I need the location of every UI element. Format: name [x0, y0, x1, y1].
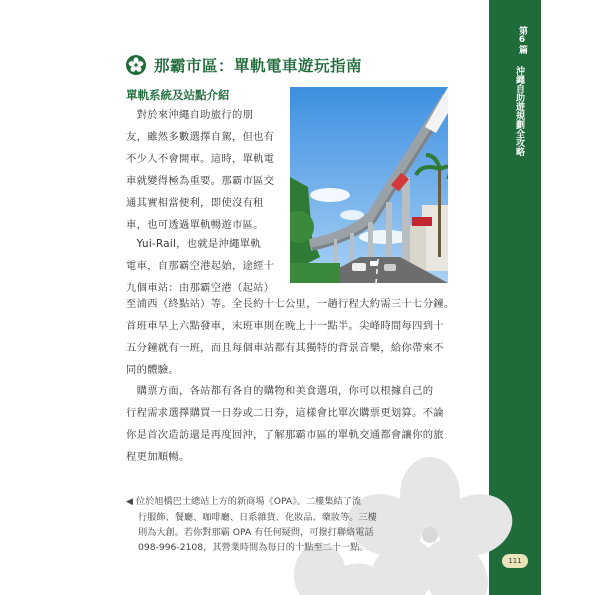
text-line: 對於來沖繩自助旅行的朋	[126, 109, 254, 121]
photo-caption-note	[126, 494, 408, 555]
text-line: 電車，自那霸空港起始，途經十	[126, 260, 275, 272]
section-heading	[126, 53, 362, 77]
text-line: 不少人不會開車。這時，單軌電	[126, 153, 275, 165]
subheading: 單軌系統及站點介紹	[126, 88, 230, 102]
text-line: Yui-Rail，也就是沖繩單軌	[126, 238, 261, 250]
chapter-label: 第6篇	[517, 26, 527, 54]
chapter-title: 沖繩自助遊規劃全攻略	[514, 66, 524, 156]
text-line: 程更加順暢。	[126, 451, 190, 463]
text-line: 行程需求選擇購買一日券或二日券，這樣會比單次購票更划算。不論	[126, 407, 444, 419]
monorail-photo	[290, 87, 448, 283]
monorail-scene-image	[290, 87, 448, 283]
text-line: 你是首次造訪還是再度回沖，了解那霸市區的單軌交通都會讓你的旅	[126, 429, 444, 441]
text-line: 車，也可透過單軌暢遊市區。	[126, 219, 264, 231]
text-line: 至浦西（終點站）等。全長約十七公里，一趟行程大約需三十七分鐘。	[126, 298, 455, 310]
text-line: 購票方面，各站都有各自的購物和美食選項，你可以根據自己的	[126, 385, 434, 397]
paragraph-intro	[126, 104, 276, 236]
page-number: 111	[502, 554, 528, 568]
text-line: 車就變得極為重要。那霸市區交	[126, 175, 275, 187]
hibiscus-flower-icon	[126, 55, 146, 75]
paragraph-yuirail-continued	[126, 293, 478, 381]
text-line: 行服飾、餐廳、咖啡廳、日系雜貨、化妝品、藥妝等。三樓	[138, 512, 377, 523]
page-title: 那霸市區：單軌電車遊玩指南	[154, 57, 363, 75]
text-line: 通其實相當便利，即使沒有租	[126, 197, 264, 209]
caret-left-icon: ◀	[126, 497, 133, 507]
text-line: 友，雖然多數選擇自駕，但也有	[126, 131, 275, 143]
paragraph-yuirail	[126, 233, 276, 299]
text-line: 098-996-2108，其營業時間為每日的十點至二十一點。	[138, 542, 369, 553]
text-line: 九個車站：由那霸空港（起站）	[126, 282, 275, 294]
text-line: ◀ 位於旭橋巴士總站上方的新商場《OPA》。二樓集結了流	[126, 496, 362, 507]
text-line: 則為大創。若你對那霸 OPA 有任何疑問，可撥打聯絡電話	[138, 527, 374, 538]
text-line: 同的體驗。	[126, 364, 179, 376]
text-line: 五分鐘就有一班，而且每個車站都有其獨特的背景音樂，給你帶來不	[126, 342, 444, 354]
text-line: 首班車早上六點發車，末班車則在晚上十一點半。尖峰時間每四到十	[126, 320, 444, 332]
